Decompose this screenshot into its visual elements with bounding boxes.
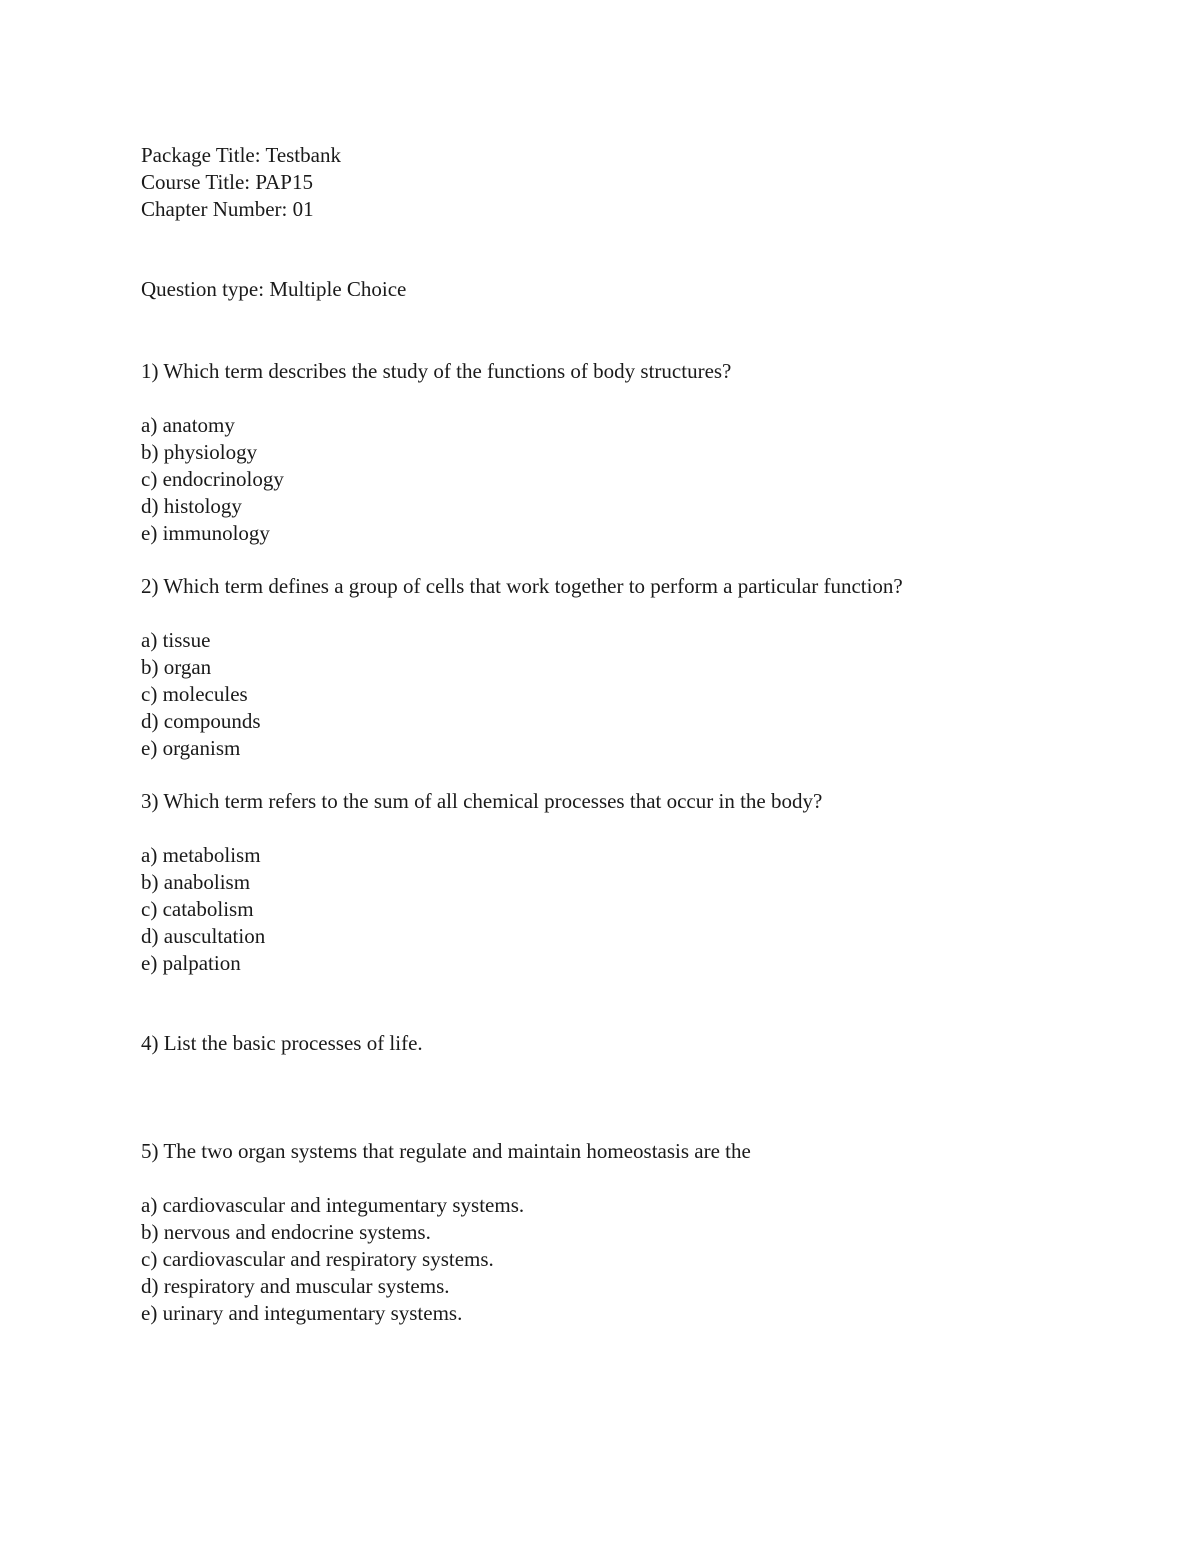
answer-option: b) anabolism	[141, 870, 251, 894]
answer-options	[141, 842, 1141, 977]
answer-option: b) physiology	[141, 440, 258, 464]
question-stem: 5) The two organ systems that regulate and maintain homeostasis are the	[141, 1139, 751, 1163]
question-1	[141, 358, 1141, 547]
answer-option: a) cardiovascular and integumentary systems.	[141, 1193, 525, 1217]
answer-options	[141, 1192, 1141, 1327]
answer-option: c) endocrinology	[141, 467, 284, 491]
answer-option: e) immunology	[141, 521, 270, 545]
answer-options	[141, 412, 1141, 547]
answer-option: b) nervous and endocrine systems.	[141, 1220, 431, 1244]
document-header	[141, 142, 1141, 223]
question-4	[141, 1030, 1141, 1057]
question-type-section	[141, 276, 1141, 303]
question-stem: 1) Which term describes the study of the functions of body structures?	[141, 359, 732, 383]
package-title: Package Title: Testbank	[141, 143, 341, 167]
answer-option: a) metabolism	[141, 843, 261, 867]
question-type-label: Question type: Multiple Choice	[141, 277, 407, 301]
answer-option: c) molecules	[141, 682, 248, 706]
question-stem: 2) Which term defines a group of cells that work together to perform a particular function?	[141, 574, 903, 598]
answer-options	[141, 627, 1141, 762]
answer-option: a) anatomy	[141, 413, 235, 437]
question-5	[141, 1138, 1141, 1327]
answer-option: d) auscultation	[141, 924, 266, 948]
question-2	[141, 573, 1141, 762]
document-page	[141, 142, 1141, 1327]
course-title: Course Title: PAP15	[141, 170, 313, 194]
answer-option: c) cardiovascular and respiratory systems.	[141, 1247, 494, 1271]
answer-option: e) urinary and integumentary systems.	[141, 1301, 463, 1325]
answer-option: a) tissue	[141, 628, 211, 652]
chapter-number: Chapter Number: 01	[141, 197, 314, 221]
question-stem: 4) List the basic processes of life.	[141, 1031, 423, 1055]
question-3	[141, 788, 1141, 977]
answer-option: e) palpation	[141, 951, 241, 975]
answer-option: d) respiratory and muscular systems.	[141, 1274, 450, 1298]
question-stem: 3) Which term refers to the sum of all chemical processes that occur in the body?	[141, 789, 823, 813]
answer-option: e) organism	[141, 736, 241, 760]
answer-option: d) compounds	[141, 709, 261, 733]
answer-option: c) catabolism	[141, 897, 254, 921]
answer-option: d) histology	[141, 494, 242, 518]
answer-option: b) organ	[141, 655, 212, 679]
